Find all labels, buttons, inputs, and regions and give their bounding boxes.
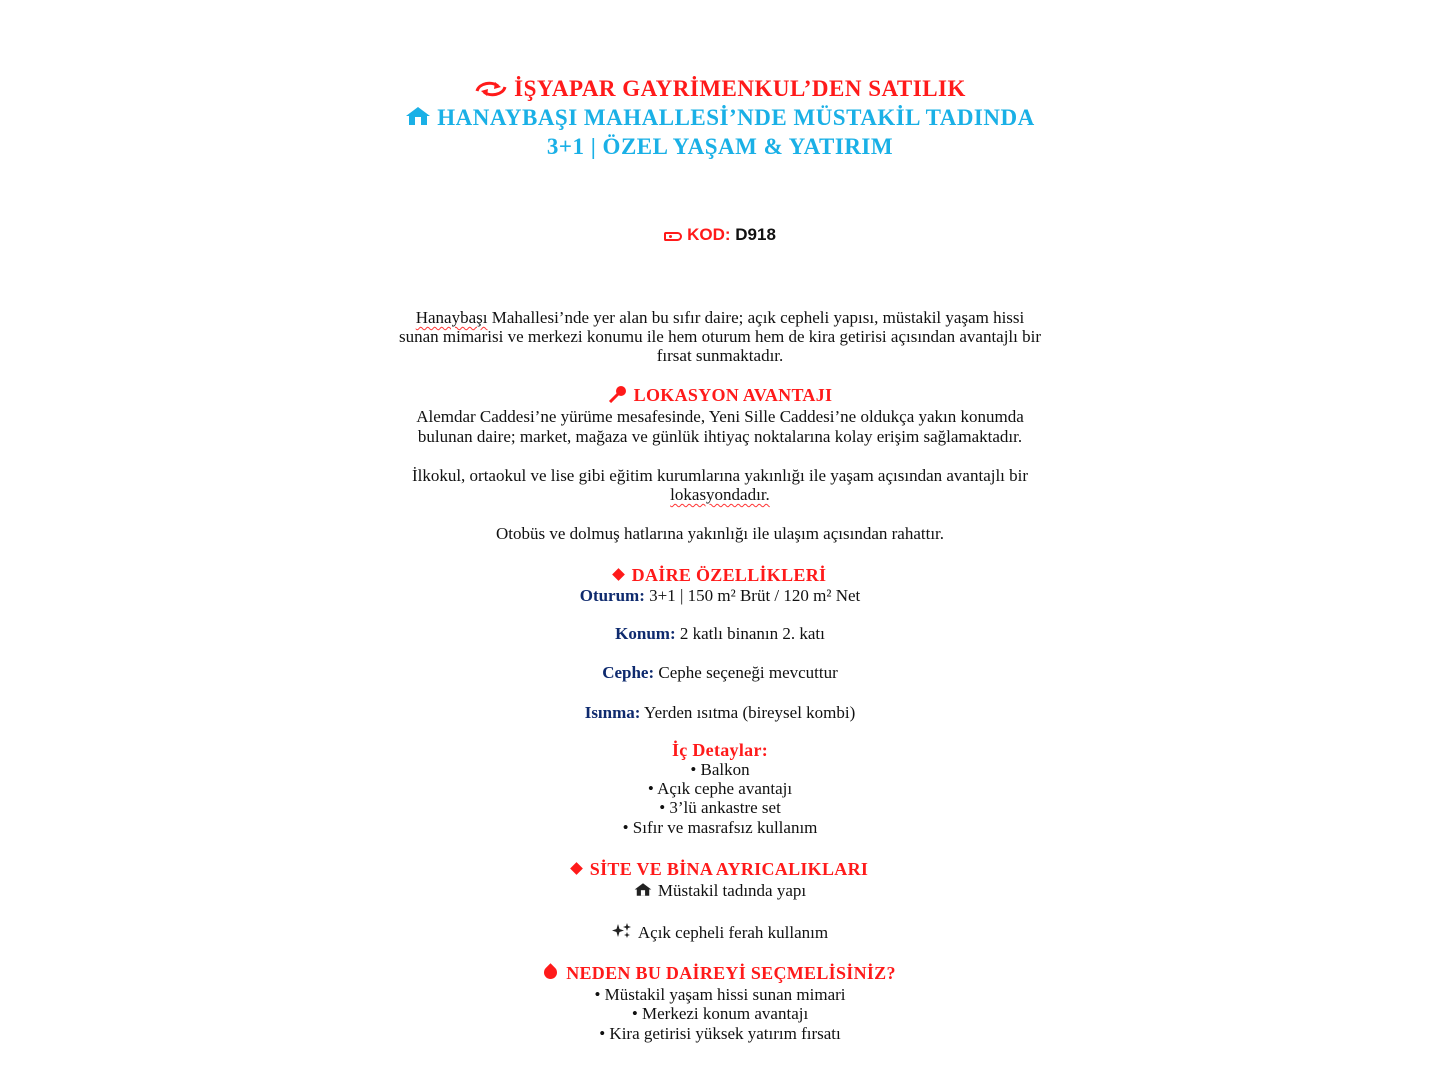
features-heading — [0, 565, 1440, 586]
tag-icon — [664, 232, 682, 241]
interior-item: • 3’lü ankastre set — [659, 798, 781, 817]
drop-icon — [542, 963, 560, 981]
feature-label: Oturum: — [579, 586, 645, 605]
feature-konum — [0, 624, 1440, 643]
interior-item: • Balkon — [690, 760, 750, 779]
features-heading-text: DAİRE ÖZELLİKLERİ — [631, 565, 827, 585]
feature-isinma — [0, 703, 1440, 722]
sparkle-icon — [612, 923, 632, 942]
title-line-2-text: HANAYBAŞI MAHALLESİ’NDE MÜSTAKİL TADINDA — [437, 105, 1035, 130]
feature-label: Isınma: — [584, 703, 641, 722]
listing-code-value: D918 — [735, 225, 776, 244]
site-item-2-text: Açık cepheli ferah kullanım — [637, 923, 829, 942]
feature-label: Cephe: — [602, 663, 655, 682]
site-item-1 — [0, 881, 1440, 900]
site-heading — [0, 859, 1440, 880]
interior-item: • Açık cephe avantajı — [647, 779, 793, 798]
location-p2-line-2-text: lokasyondadır. — [670, 485, 770, 504]
why-heading-text: NEDEN BU DAİREYİ SEÇMELİSİNİZ? — [566, 963, 896, 983]
location-p3: Otobüs ve dolmuş hatlarına yakınlığı ile ulaşım açısından rahattır. — [495, 524, 945, 543]
location-heading — [0, 385, 1440, 406]
why-item: • Merkezi konum avantajı — [631, 1004, 809, 1023]
intro-highlight-word: Hanaybaşı — [415, 308, 488, 327]
feature-oturum — [0, 586, 1440, 605]
intro-line-1-rest: Mahallesi’nde yer alan bu sıfır daire; açık cepheli yapısı, müstakil yaşam hissi — [487, 308, 1025, 327]
title-line-1-text: İŞYAPAR GAYRİMENKUL’DEN SATILIK — [514, 76, 966, 101]
pin-icon — [608, 385, 628, 406]
why-item: • Kira getirisi yüksek yatırım fırsatı — [599, 1024, 841, 1043]
diamond-icon — [612, 568, 625, 581]
house-icon — [405, 103, 431, 132]
interior-heading: İç Detaylar: — [671, 740, 769, 760]
feature-value: 2 katlı binanın 2. katı — [675, 624, 825, 643]
location-heading-text: LOKASYON AVANTAJI — [633, 385, 833, 405]
location-p2-line-2 — [0, 485, 1440, 504]
listing-code-label: KOD: — [687, 225, 731, 244]
title-block — [0, 74, 1440, 161]
title-line-1 — [0, 74, 1440, 103]
location-p1-line-1: Alemdar Caddesi’ne yürüme mesafesinde, Yeni Sille Caddesi’ne oldukça yakın konumda — [416, 407, 1024, 426]
site-item-1-text: Müstakil tadında yapı — [657, 881, 807, 900]
feature-cephe — [0, 663, 1440, 682]
diamond-icon — [570, 862, 583, 875]
why-heading — [0, 963, 1440, 984]
title-line-2 — [0, 103, 1440, 132]
intro-line-1 — [0, 308, 1440, 327]
title-line-3: 3+1 | ÖZEL YAŞAM & YATIRIM — [546, 134, 894, 159]
intro-line-2: sunan mimarisi ve merkezi konumu ile hem oturum hem de kira getirisi açısından avantajlı bir — [398, 327, 1042, 346]
interior-item: • Sıfır ve masrafsız kullanım — [622, 818, 818, 837]
refresh-arrows-icon — [474, 74, 508, 103]
house-icon — [634, 881, 652, 900]
listing-code — [0, 224, 1440, 246]
feature-value: Yerden ısıtma (bireysel kombi) — [640, 703, 856, 722]
feature-value: Cephe seçeneği mevcuttur — [654, 663, 838, 682]
intro-line-3: fırsat sunmaktadır. — [656, 346, 784, 365]
site-heading-text: SİTE VE BİNA AYRICALIKLARI — [589, 859, 869, 879]
location-p1-line-2: bulunan daire; market, mağaza ve günlük ihtiyaç noktalarına kolay erişim sağlamaktadır. — [417, 427, 1023, 446]
site-item-2 — [0, 923, 1440, 942]
location-p2-line-1: İlkokul, ortaokul ve lise gibi eğitim kurumlarına yakınlığı ile yaşam açısından avantajlı bir — [411, 466, 1029, 485]
feature-label: Konum: — [615, 624, 676, 643]
why-item: • Müstakil yaşam hissi sunan mimari — [594, 985, 846, 1004]
feature-value: 3+1 | 150 m² Brüt / 120 m² Net — [644, 586, 861, 605]
